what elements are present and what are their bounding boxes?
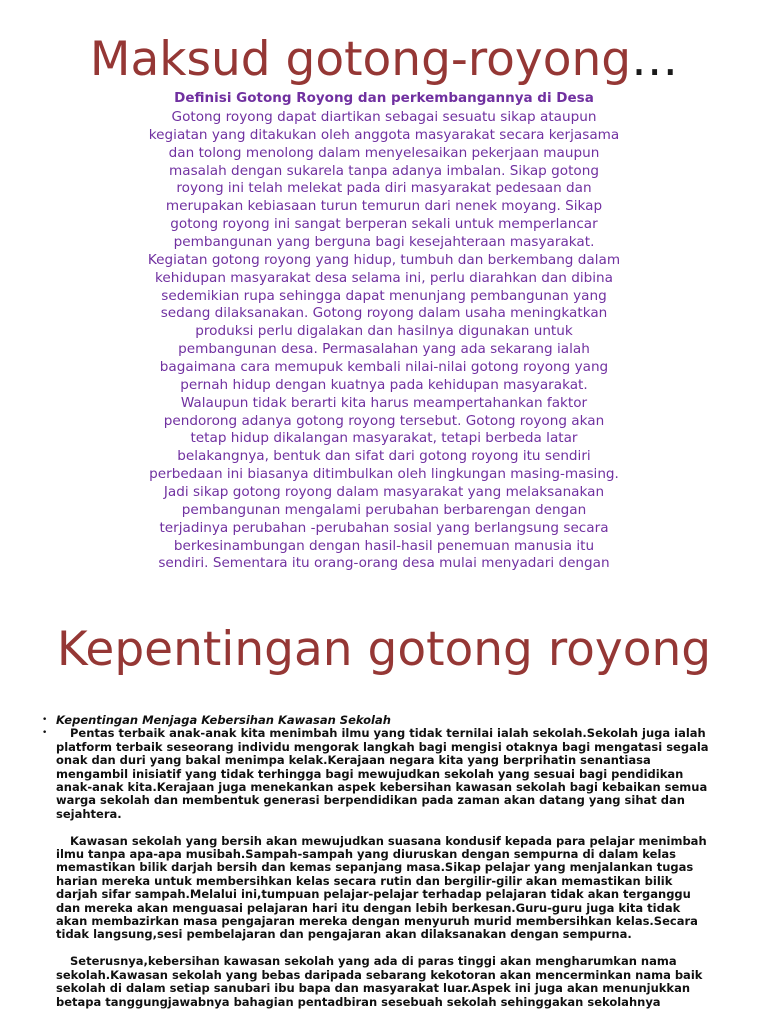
paragraph-line: dan mereka akan menguasai pelajaran hari itu dengan lebih berkesan.Guru-guru juga kita tidak xyxy=(56,900,681,915)
slide1-title: Maksud gotong-royong… xyxy=(89,32,679,87)
bullet-icon: • xyxy=(42,715,48,725)
slide-kepentingan xyxy=(0,600,768,1024)
paragraph-line: Kawasan sekolah yang bersih akan mewujudkan suasana kondusif kepada para pelajar menimbah xyxy=(70,833,707,848)
body-text-line: kegiatan yang ditakukan oleh anggota masyarakat secara kerjasama xyxy=(148,126,620,143)
body-text-line: pernah hidup dengan kuatnya pada kehidupan masyarakat. xyxy=(180,376,588,393)
body-text-line: sedemikian rupa sehingga dapat menunjang pembangunan yang xyxy=(161,287,607,304)
paragraph-line: tidak langsung,sesi pembelajaran dan pengajaran akan dilaksanakan dengan sempurna. xyxy=(56,927,632,942)
slide1-body xyxy=(104,109,664,573)
body-text-line: dan tolong menolong dalam menyelesaikan pekerjaan maupun xyxy=(168,144,600,161)
paragraph-line: Pentas terbaik anak-anak kita menimbah ilmu yang tidak ternilai ialah sekolah.Sekolah juga ialah xyxy=(70,726,706,741)
paragraph-line: memastikan bilik darjah bersih dan kemas sepanjang masa.Sikap pelajar yang menjalankan tugas xyxy=(56,860,694,875)
body-text-line: pendorong adanya gotong royong tersebut. Gotong royong akan xyxy=(163,412,605,429)
paragraph-line: akan membazirkan masa pengajaran mereka dengan menyuruh murid membersihkan kelas.Secara xyxy=(56,914,698,929)
body-text-line: produksi perlu digalakan dan hasilnya digunakan untuk xyxy=(195,323,573,340)
paragraph-line: harian mereka untuk membersihkan kelas secara rutin dan bergilir-gilir akan memastikan bilik xyxy=(56,873,673,888)
paragraph-line: mengambil inisiatif yang tidak terhingga bagi mewujudkan sekolah yang sesuai bagi pendidikan xyxy=(56,766,684,781)
paragraph-line: sekolah di dalam setiap sanubari ibu bapa dan masyarakat luar.Aspek ini juga akan menunjukkan xyxy=(56,981,691,996)
paragraph-line: platform terbaik seseorang individu mengorak langkah bagi mengisi otaknya bagi mengatasi segala xyxy=(56,739,709,754)
body-text-line: bagaimana cara memupuk kembali nilai-nilai gotong royong yang xyxy=(159,359,609,376)
paragraph-line: ilmu tanpa apa-apa musibah.Sampah-sampah yang diuruskan dengan sempurna di dalam kelas xyxy=(56,847,676,862)
body-text-line: belakangnya, bentuk dan sifat dari gotong royong itu sendiri xyxy=(177,448,591,465)
paragraph-line: betapa tanggungjawabnya bahagian pentadbiran sesebuah sekolah sehinggakan sekolahnya xyxy=(56,994,661,1009)
paragraph-line: sejahtera. xyxy=(56,806,122,821)
body-text-line: pembangunan desa. Permasalahan yang ada sekarang ialah xyxy=(178,341,590,358)
title-ellipsis: … xyxy=(631,32,679,87)
paragraph-line: anak-anak kita.Kerajaan juga menekankan aspek kebersihan kawasan sekolah bagi kebaikan semua xyxy=(56,780,708,795)
paragraph-line: sekolah.Kawasan sekolah yang bebas daripada sebarang kekotoran akan mencerminkan nama baik xyxy=(56,967,703,982)
bullet-heading-row xyxy=(42,714,732,727)
body-text-line: pembangunan yang berguna bagi kesejahteraan masyarakat. xyxy=(173,234,595,251)
paragraph-1 xyxy=(56,727,709,821)
bullet-icon: • xyxy=(42,728,48,739)
body-text-line: masalah dengan sukarela tanpa adanya imbalan. Sikap gotong xyxy=(169,162,599,179)
bullet-heading: Kepentingan Menjaga Kebersihan Kawasan Sekolah xyxy=(56,713,391,727)
body-text-line: gotong royong ini sangat berperan sekali untuk memperlancar xyxy=(170,216,598,233)
slide2-title: Kepentingan gotong royong xyxy=(56,622,712,677)
paragraph-line: onak dan duri yang bakal menimpa kelak.Kerajaan negara kita yang berprihatin senantiasa xyxy=(56,753,651,768)
bullet-paragraph-row xyxy=(42,727,732,821)
body-text-line: Walaupun tidak berarti kita harus meampertahankan faktor xyxy=(180,394,588,411)
body-text-line: royong ini telah melekat pada diri masyarakat pedesaan dan xyxy=(176,180,592,197)
body-text-line: Gotong royong dapat diartikan sebagai sesuatu sikap ataupun xyxy=(171,109,597,125)
body-text-line: perbedaan ini biasanya ditimbulkan oleh lingkungan masing-masing. xyxy=(149,466,619,483)
slide1-subtitle: Definisi Gotong Royong dan perkembangannya di Desa xyxy=(174,90,594,106)
body-text-line: kehidupan masyarakat desa selama ini, perlu diarahkan dan dibina xyxy=(155,269,613,286)
slide2-bullet-list xyxy=(42,714,732,1009)
paragraph-line: darjah sifar sampah.Melalui ini,tumpuan pelajar-pelajar terhadap pelajaran tidak akan terganggu xyxy=(56,887,691,902)
paragraph-2 xyxy=(42,835,732,942)
body-text-line: terjadinya perubahan -perubahan sosial yang berlangsung secara xyxy=(159,519,609,536)
body-text-line: merupakan kebiasaan turun temurun dari nenek moyang. Sikap xyxy=(165,198,603,215)
body-text-line: berkesinambungan dengan hasil-hasil penemuan manusia itu xyxy=(173,537,595,554)
body-text-line: sendiri. Sementara itu orang-orang desa mulai menyadari dengan xyxy=(158,555,610,572)
body-text-line: sedang dilaksanakan. Gotong royong dalam usaha meningkatkan xyxy=(160,305,608,322)
body-text-line: Jadi sikap gotong royong dalam masyarakat yang melaksanakan xyxy=(163,484,605,501)
paragraph-line: warga sekolah dan membentuk generasi berpendidikan pada zaman akan datang yang sihat dan xyxy=(56,793,685,808)
paragraph-3 xyxy=(42,955,732,1009)
body-text-line: tetap hidup dikalangan masyarakat, tetapi berbeda latar xyxy=(190,430,578,447)
body-text-line: Kegiatan gotong royong yang hidup, tumbuh dan berkembang dalam xyxy=(147,251,621,268)
body-text-line: pembangunan mengalami perubahan berbarengan dengan xyxy=(181,501,587,518)
paragraph-line: Seterusnya,kebersihan kawasan sekolah yang ada di paras tinggi akan mengharumkan nama xyxy=(70,954,677,969)
